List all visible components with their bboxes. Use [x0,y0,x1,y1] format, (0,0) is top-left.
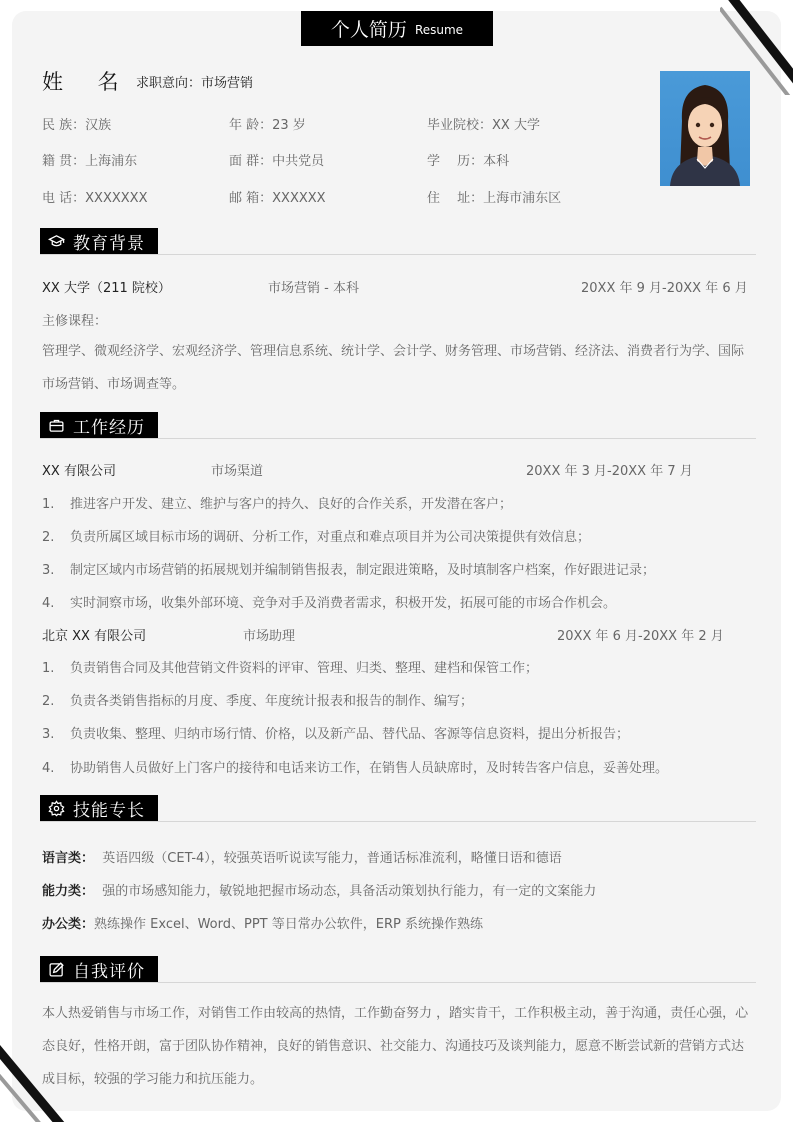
title-cn: 个人简历 [330,19,407,41]
edu-courses-label: 主修课程： [42,314,108,329]
edit-icon [48,961,65,978]
job1-item: 1. 推进客户开发、建立、维护与客户的持久、良好的合作关系，开发潜在客户； [42,497,513,512]
job2-item: 2. 负责各类销售指标的月度、季度、年度统计报表和报告的制作、编写； [42,694,474,709]
edu-major: 市场营销 - 本科 [268,281,359,296]
self-eval-text: 本人热爱销售与市场工作，对销售工作由较高的热情，工作勤奋努力 ，踏实肯干，工作积极主动，善于沟通，责任心强，心态良好，性格开朗，富于团队协作精神，良好的销售意识、社交能力、沟通技巧及谈判能力，愿意不断尝试新的营销方式达成目标，较强的学习能力和抗压能力。 [42,1006,749,1087]
skill-language: 语言类： 英语四级（CET-4），较强英语听说读写能力，普通话标准流利，略懂日语和德语 [42,851,562,866]
education-section-header [40,228,756,254]
job2-item: 1. 负责销售合同及其他营销文件资料的评审、管理、归类、整理、建档和保管工作； [42,661,539,676]
edu-school: XX 大学（211 院校） [42,281,171,296]
job1-period: 20XX 年 3 月-20XX 年 7 月 [526,464,693,479]
info-degree: 学 历：本科 [427,154,510,169]
job1-item: 2. 负责所属区域目标市场的调研、分析工作，对重点和难点项目并为公司决策提供有效信息； [42,530,591,545]
candidate-name: 姓 名 [42,70,133,94]
profile-photo [660,71,750,186]
info-politics: 面 群：中共党员 [229,154,325,169]
work-title: 工作经历 [73,417,145,438]
info-email: 邮 箱：XXXXXX [229,191,326,206]
skill-ability: 能力类： 强的市场感知能力，敏锐地把握市场动态，具备活动策划执行能力，有一定的文案能力 [42,884,597,899]
job1-role: 市场渠道 [211,464,264,479]
skills-title: 技能专长 [73,800,145,821]
self-eval-title: 自我评价 [73,961,145,982]
info-ethnicity: 民 族：汉族 [42,118,112,133]
work-section-header [40,412,756,438]
info-address: 住 址：上海市浦东区 [427,191,562,206]
job1-item: 3. 制定区域内市场营销的拓展规划并编制销售报表，制定跟进策略，及时填制客户档案，作好跟进记录； [42,563,656,578]
job2-item: 3. 负责收集、整理、归纳市场行情、价格，以及新产品、替代品、客源等信息资料，提出分析报告； [42,727,630,742]
skill-office: 办公类：熟练操作 Excel、Word、PPT 等日常办公软件，ERP 系统操作熟练 [42,917,483,932]
skills-section-header [40,795,756,821]
education-title: 教育背景 [73,233,145,254]
briefcase-icon [48,417,65,434]
edu-courses: 管理学、微观经济学、宏观经济学、管理信息系统、统计学、会计学、财务管理、市场营销、经济法、消费者行为学、国际市场营销、市场调查等。 [42,344,745,392]
job2-company: 北京 XX 有限公司 [42,629,147,644]
graduation-cap-icon [48,233,65,250]
job1-item: 4. 实时洞察市场，收集外部环境、竞争对手及消费者需求，积极开发，拓展可能的市场合作机会。 [42,596,617,611]
job-intent: 求职意向：市场营销 [136,76,254,91]
job2-item: 4. 协助销售人员做好上门客户的接待和电话来访工作，在销售人员缺席时，及时转告客户信息，妥善处理。 [42,761,669,776]
gear-icon [48,800,65,817]
job1-company: XX 有限公司 [42,464,116,479]
info-school: 毕业院校：XX 大学 [427,118,540,133]
resume-title-banner [301,11,493,46]
info-hometown: 籍 贯：上海浦东 [42,154,138,169]
info-phone: 电 话：XXXXXXX [42,191,148,206]
edu-period: 20XX 年 9 月-20XX 年 6 月 [581,281,748,296]
title-en: Resume [414,23,464,37]
info-age: 年 龄：23 岁 [229,118,306,133]
self-eval-section-header [40,956,756,982]
job2-period: 20XX 年 6 月-20XX 年 2 月 [557,629,724,644]
job2-role: 市场助理 [243,629,296,644]
